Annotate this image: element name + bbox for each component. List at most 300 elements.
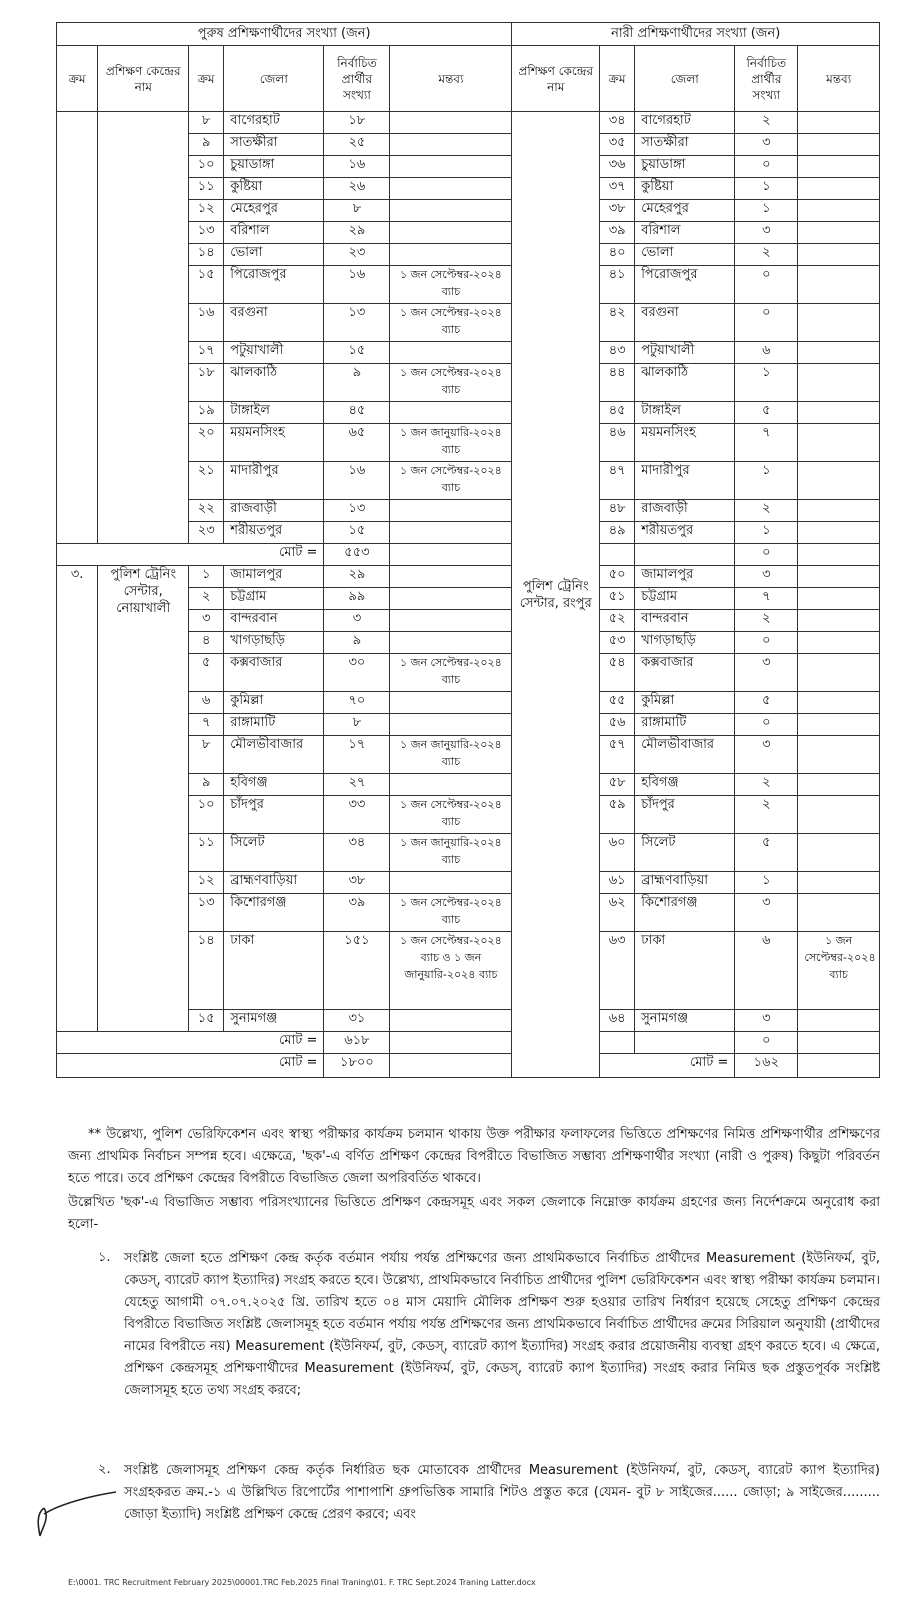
- row-district: টাঙ্গাইল: [224, 402, 324, 424]
- female-row-remark: ১ জন সেপ্টেম্বর-২০২৪ ব্যাচ: [798, 932, 880, 1010]
- row-district: রাঙ্গামাটি: [224, 714, 324, 736]
- row-remark: [390, 402, 512, 424]
- female-row-sl: ৪৬: [600, 424, 635, 462]
- row-remark: ১ জন সেপ্টেম্বর-২০২৪ ব্যাচ: [390, 266, 512, 304]
- row-sl: ১৬: [189, 304, 224, 342]
- female-col-sl-header: ক্রম: [600, 46, 635, 112]
- row-selected-count: ৩৯: [324, 894, 390, 932]
- row-remark: ১ জন সেপ্টেম্বর-২০২৪ ব্যাচ ও ১ জন জানুয়ারি-২০২৪ ব্যাচ: [390, 932, 512, 1010]
- grand-total-female-remark: [798, 1054, 880, 1078]
- female-col-selected-header: নির্বাচিত প্রার্থীর সংখ্যা: [735, 46, 798, 112]
- female-row-count: ১: [735, 872, 798, 894]
- female-row-remark: [798, 872, 880, 894]
- row-remark: [390, 588, 512, 610]
- female-row-sl: ৫৭: [600, 736, 635, 774]
- female-row-district: পিরোজপুর: [635, 266, 735, 304]
- row-selected-count: ৮: [324, 200, 390, 222]
- row-remark: [390, 872, 512, 894]
- female-row-district: রাজবাড়ী: [635, 500, 735, 522]
- row-district: রাজবাড়ী: [224, 500, 324, 522]
- row-sl: ১৩: [189, 222, 224, 244]
- row-district: সাতক্ষীরা: [224, 134, 324, 156]
- female-row-sl: ৩৯: [600, 222, 635, 244]
- row-district: সিলেট: [224, 834, 324, 872]
- section1-total-label: মোট =: [57, 544, 324, 566]
- row-sl: ৮: [189, 736, 224, 774]
- female-row-remark: [798, 112, 880, 134]
- female-row-remark: [798, 610, 880, 632]
- female-row-count: ৩: [735, 134, 798, 156]
- row-remark: [390, 244, 512, 266]
- female-row-count: ০: [735, 632, 798, 654]
- female-row-sl: ৪৮: [600, 500, 635, 522]
- row-district: ময়মনসিংহ: [224, 424, 324, 462]
- row-sl: ৯: [189, 774, 224, 796]
- row-district: মাদারীপুর: [224, 462, 324, 500]
- row-remark: ১ জন সেপ্টেম্বর-২০২৪ ব্যাচ: [390, 304, 512, 342]
- item-2-number: ২.: [98, 1462, 111, 1477]
- row-sl: ১৫: [189, 266, 224, 304]
- row-district: ব্রাহ্মণবাড়িয়া: [224, 872, 324, 894]
- female-row-sl: ৩৬: [600, 156, 635, 178]
- row-district: মেহেরপুর: [224, 200, 324, 222]
- row-district: চট্টগ্রাম: [224, 588, 324, 610]
- female-row-district: কুমিল্লা: [635, 692, 735, 714]
- row-selected-count: ১৬: [324, 266, 390, 304]
- female-row-count: ১: [735, 200, 798, 222]
- row-sl: ৯: [189, 134, 224, 156]
- row-selected-count: ১৬: [324, 156, 390, 178]
- row-selected-count: ৩৪: [324, 834, 390, 872]
- row-sl: ১১: [189, 834, 224, 872]
- row-district: শরীয়তপুর: [224, 522, 324, 544]
- row-remark: [390, 112, 512, 134]
- female-row-sl: ৪৩: [600, 342, 635, 364]
- section2-serial: ৩.: [57, 566, 98, 1032]
- female-row-district: রাঙ্গামাটি: [635, 714, 735, 736]
- col-remark-header: মন্তব্য: [390, 46, 512, 112]
- row-district: বান্দরবান: [224, 610, 324, 632]
- female-row-sl: ৫১: [600, 588, 635, 610]
- section1-total-row: [57, 544, 880, 566]
- row-sl: ১৪: [189, 244, 224, 266]
- row-selected-count: ৩৩: [324, 796, 390, 834]
- row-sl: ২১: [189, 462, 224, 500]
- female-row-district: বাগেরহাট: [635, 112, 735, 134]
- female-row-sl: ৫৬: [600, 714, 635, 736]
- female-row-remark: [798, 134, 880, 156]
- col-serial-header: ক্রম: [57, 46, 98, 112]
- female-row-count: ২: [735, 244, 798, 266]
- col-selected-header: নির্বাচিত প্রার্থীর সংখ্যা: [324, 46, 390, 112]
- female-row-district: মাদারীপুর: [635, 462, 735, 500]
- row-selected-count: ৪৫: [324, 402, 390, 424]
- row-selected-count: ২৫: [324, 134, 390, 156]
- section2-total-remark: [390, 1032, 512, 1054]
- row-selected-count: ৩০: [324, 654, 390, 692]
- section1-total-female-remark: [798, 544, 880, 566]
- col-center-header: প্রশিক্ষণ কেন্দ্রের নাম: [98, 46, 189, 112]
- female-row-district: ঝালকাঠি: [635, 364, 735, 402]
- female-row-sl: ৩৪: [600, 112, 635, 134]
- female-row-sl: ৫৪: [600, 654, 635, 692]
- section2-center-name: পুলিশ ট্রেনিং সেন্টার, নোয়াখালী: [98, 566, 189, 1032]
- row-district: সুনামগঞ্জ: [224, 1010, 324, 1032]
- female-row-remark: [798, 342, 880, 364]
- female-row-count: ৭: [735, 424, 798, 462]
- row-remark: [390, 222, 512, 244]
- row-district: খাগড়াছড়ি: [224, 632, 324, 654]
- female-center-name: পুলিশ ট্রেনিং সেন্টার, রংপুর: [512, 112, 600, 1078]
- file-path-footer: E:\0001. TRC Recruitment February 2025\00001.TRC Feb.2025 Final Traning\01. F. TRC Sept.2024 Traning Latter.docx: [68, 1578, 536, 1587]
- row-district: বাগেরহাট: [224, 112, 324, 134]
- female-row-count: ৫: [735, 692, 798, 714]
- female-row-count: ৩: [735, 654, 798, 692]
- row-sl: ২৩: [189, 522, 224, 544]
- row-remark: [390, 342, 512, 364]
- row-district: পিরোজপুর: [224, 266, 324, 304]
- note-paragraph: ** উল্লেখ্য, পুলিশ ভেরিফিকেশন এবং স্বাস্থ্য পরীক্ষার কার্যক্রম চলমান থাকায় উক্ত পরীক্ষার ফলাফলের ভিত্তিতে প্রশিক্ষণের নিমিত্ত প্রশিক্ষণার্থীর প্রশিক্ষণের জন্য প্রাথমিক নির্বাচন সম্পন্ন হবে। এক্ষেত্রে, 'ছক'-এ বর্ণিত প্রশিক্ষণ কেন্দ্রের বিপরীতে বিভাজিত সম্ভাব্য প্রশিক্ষণার্থীর সংখ্যা (নারী ও পুরুষ) কিছুটা পরিবর্তন হতে পারে। তবে প্রশিক্ষণ কেন্দ্রের বিপরীতে বিভাজিত জেলা অপরিবর্তিত থাকবে।: [68, 1127, 880, 1186]
- row-sl: ১৫: [189, 1010, 224, 1032]
- female-row-count: ০: [735, 156, 798, 178]
- row-selected-count: ১৫১: [324, 932, 390, 1010]
- row-selected-count: ১৮: [324, 112, 390, 134]
- female-row-district: পটুয়াখালী: [635, 342, 735, 364]
- female-row-district: ভোলা: [635, 244, 735, 266]
- row-sl: ৭: [189, 714, 224, 736]
- female-row-remark: [798, 200, 880, 222]
- section2-total-female: ০: [735, 1032, 798, 1054]
- female-row-count: ৩: [735, 894, 798, 932]
- female-row-district: মৌলভীবাজার: [635, 736, 735, 774]
- female-row-remark: [798, 522, 880, 544]
- row-sl: ১৩: [189, 894, 224, 932]
- row-selected-count: ১৩: [324, 304, 390, 342]
- row-district: কুমিল্লা: [224, 692, 324, 714]
- row-remark: [390, 774, 512, 796]
- row-remark: ১ জন জানুয়ারি-২০২৪ ব্যাচ: [390, 736, 512, 774]
- female-row-count: ০: [735, 266, 798, 304]
- female-row-remark: [798, 834, 880, 872]
- row-remark: ১ জন সেপ্টেম্বর-২০২৪ ব্যাচ: [390, 796, 512, 834]
- female-group-header: নারী প্রশিক্ষণার্থীদের সংখ্যা (জন): [512, 23, 880, 46]
- grand-total-male: ১৮০০: [324, 1054, 390, 1078]
- female-row-sl: ৩৫: [600, 134, 635, 156]
- row-district: হবিগঞ্জ: [224, 774, 324, 796]
- female-row-count: ২: [735, 500, 798, 522]
- item-1-number: ১.: [98, 1250, 111, 1265]
- female-row-remark: [798, 266, 880, 304]
- female-row-district: ময়মনসিংহ: [635, 424, 735, 462]
- row-selected-count: ২৭: [324, 774, 390, 796]
- section2-total-female-remark: [798, 1032, 880, 1054]
- row-selected-count: ১৬: [324, 462, 390, 500]
- row-district: বরগুনা: [224, 304, 324, 342]
- row-sl: ১২: [189, 200, 224, 222]
- female-row-district: কিশোরগঞ্জ: [635, 894, 735, 932]
- female-row-district: টাঙ্গাইল: [635, 402, 735, 424]
- row-sl: ২২: [189, 500, 224, 522]
- female-row-count: ৬: [735, 932, 798, 1010]
- female-row-sl: ৫৯: [600, 796, 635, 834]
- row-remark: [390, 692, 512, 714]
- row-sl: ১০: [189, 156, 224, 178]
- female-row-district: সিলেট: [635, 834, 735, 872]
- grand-total-female: ১৬২: [735, 1054, 798, 1078]
- female-row-count: ৩: [735, 1010, 798, 1032]
- row-sl: ২: [189, 588, 224, 610]
- grand-total-label: মোট =: [57, 1054, 324, 1078]
- row-remark: [390, 156, 512, 178]
- female-row-sl: ৬৩: [600, 932, 635, 1010]
- female-row-sl: ৪০: [600, 244, 635, 266]
- section1-serial-cell: [57, 112, 98, 544]
- section2-total-label: মোট =: [57, 1032, 324, 1054]
- female-row-remark: [798, 714, 880, 736]
- section2-total-female-sl: [600, 1032, 635, 1054]
- row-remark: ১ জন সেপ্টেম্বর-২০২৪ ব্যাচ: [390, 364, 512, 402]
- row-remark: ১ জন সেপ্টেম্বর-২০২৪ ব্যাচ: [390, 894, 512, 932]
- female-row-remark: [798, 462, 880, 500]
- female-row-remark: [798, 566, 880, 588]
- female-col-remark-header: মন্তব্য: [798, 46, 880, 112]
- female-row-district: সুনামগঞ্জ: [635, 1010, 735, 1032]
- female-row-remark: [798, 402, 880, 424]
- female-row-sl: ৬০: [600, 834, 635, 872]
- female-row-remark: [798, 364, 880, 402]
- female-row-sl: ৩৮: [600, 200, 635, 222]
- row-district: বরিশাল: [224, 222, 324, 244]
- female-row-remark: [798, 692, 880, 714]
- col-sl-header: ক্রম: [189, 46, 224, 112]
- female-row-count: ১: [735, 522, 798, 544]
- row-selected-count: ৯: [324, 632, 390, 654]
- female-row-district: কুষ্টিয়া: [635, 178, 735, 200]
- row-sl: ১৯: [189, 402, 224, 424]
- row-selected-count: ৩৮: [324, 872, 390, 894]
- female-row-sl: ৬২: [600, 894, 635, 932]
- row-remark: [390, 610, 512, 632]
- female-row-count: ৬: [735, 342, 798, 364]
- row-remark: [390, 714, 512, 736]
- row-selected-count: ১৩: [324, 500, 390, 522]
- row-sl: ৩: [189, 610, 224, 632]
- row-sl: ৫: [189, 654, 224, 692]
- handwritten-initial-mark: [30, 1488, 120, 1538]
- female-row-remark: [798, 654, 880, 692]
- row-sl: ১৪: [189, 932, 224, 1010]
- row-sl: ১: [189, 566, 224, 588]
- row-district: চুয়াডাঙ্গা: [224, 156, 324, 178]
- row-selected-count: ৯: [324, 364, 390, 402]
- row-district: ঢাকা: [224, 932, 324, 1010]
- female-row-remark: [798, 178, 880, 200]
- female-row-district: বরগুনা: [635, 304, 735, 342]
- row-sl: ২০: [189, 424, 224, 462]
- female-row-district: বান্দরবান: [635, 610, 735, 632]
- row-sl: ১৭: [189, 342, 224, 364]
- row-remark: ১ জন সেপ্টেম্বর-২০২৪ ব্যাচ: [390, 462, 512, 500]
- female-row-count: ১: [735, 462, 798, 500]
- row-remark: [390, 632, 512, 654]
- female-row-sl: ৪৭: [600, 462, 635, 500]
- row-selected-count: ১৫: [324, 342, 390, 364]
- grand-total-female-label: মোট =: [600, 1054, 735, 1078]
- row-district: ভোলা: [224, 244, 324, 266]
- female-row-district: সাতক্ষীরা: [635, 134, 735, 156]
- female-row-district: চাঁদপুর: [635, 796, 735, 834]
- female-row-remark: [798, 500, 880, 522]
- row-sl: ৮: [189, 112, 224, 134]
- female-row-count: ৩: [735, 222, 798, 244]
- row-remark: [390, 566, 512, 588]
- row-district: পটুয়াখালী: [224, 342, 324, 364]
- female-row-count: ১: [735, 178, 798, 200]
- female-row-sl: ৪১: [600, 266, 635, 304]
- row-selected-count: ৩১: [324, 1010, 390, 1032]
- female-row-count: ২: [735, 796, 798, 834]
- female-row-count: ২: [735, 610, 798, 632]
- female-row-count: ৫: [735, 402, 798, 424]
- row-selected-count: ৭০: [324, 692, 390, 714]
- row-selected-count: ৬৫: [324, 424, 390, 462]
- female-row-count: ৩: [735, 736, 798, 774]
- female-row-district: ব্রাহ্মণবাড়িয়া: [635, 872, 735, 894]
- section2-total-row: [57, 1032, 880, 1054]
- female-row-sl: ৩৭: [600, 178, 635, 200]
- section1-total-remark: [390, 544, 512, 566]
- row-selected-count: ৯৯: [324, 588, 390, 610]
- row-remark: [390, 134, 512, 156]
- female-row-count: ৭: [735, 588, 798, 610]
- row-sl: ১১: [189, 178, 224, 200]
- row-district: কুষ্টিয়া: [224, 178, 324, 200]
- female-row-sl: ৪৪: [600, 364, 635, 402]
- row-selected-count: ৩: [324, 610, 390, 632]
- row-remark: [390, 1010, 512, 1032]
- female-row-sl: ৬৪: [600, 1010, 635, 1032]
- section1-total-female: ০: [735, 544, 798, 566]
- section1-total-male: ৫৫৩: [324, 544, 390, 566]
- male-group-header: পুরুষ প্রশিক্ষণার্থীদের সংখ্যা (জন): [57, 23, 512, 46]
- grand-total-remark: [390, 1054, 512, 1078]
- row-sl: ১০: [189, 796, 224, 834]
- allocation-table: [56, 22, 880, 1078]
- female-row-sl: ৪২: [600, 304, 635, 342]
- row-sl: ৬: [189, 692, 224, 714]
- row-district: মৌলভীবাজার: [224, 736, 324, 774]
- row-remark: [390, 500, 512, 522]
- grand-total-row: [57, 1054, 880, 1078]
- female-row-count: ০: [735, 714, 798, 736]
- female-row-sl: ৫২: [600, 610, 635, 632]
- item-1-text: সংশ্লিষ্ট জেলা হতে প্রশিক্ষণ কেন্দ্র কর্তৃক বর্তমান পর্যায় পর্যন্ত প্রশিক্ষণের জন্য প্রাথমিকভাবে নির্বাচিত প্রার্থীদের Measurement (ইউনিফর্ম, বুট, কেডস্, ব্যারেট ক্যাপ ইত্যাদির) সংগ্রহ করতে হবে। উল্লেখ্য, প্রাথমিকভাবে নির্বাচিত প্রার্থীদের পুলিশ ভেরিফিকেশন এবং স্বাস্থ্য পরীক্ষা কার্যক্রম চলমান। যেহেতু আগামী ০৭.০৭.২০২৫ খ্রি. তারিখ হতে ০৪ মাস মেয়াদি মৌলিক প্রশিক্ষণ শুরু হওয়ার তারিখ নির্ধারণ হয়েছে সেহেতু প্রশিক্ষণ কেন্দ্রের বিপরীতে বিভাজিত সংশ্লিষ্ট জেলাসমূহ হতে বর্তমান পর্যায় পর্যন্ত প্রশিক্ষণের জন্য প্রাথমিকভাবে নির্বাচিত প্রার্থীদের ক্রমের সিরিয়াল অনুযায়ী (প্রার্থীদের নামের বিপরীতে নয়) Measurement (ইউনিফর্ম, বুট, কেডস্, ব্যারেট ক্যাপ ইত্যাদির) সংগ্রহ করার প্রয়োজনীয় ব্যবস্থা গ্রহণ করতে হবে। এ ক্ষেত্রে, প্রশিক্ষণ কেন্দ্রসমূহ প্রশিক্ষণার্থীদের Measurement (ইউনিফর্ম, বুট, কেডস্, ব্যারেট ক্যাপ ইত্যাদির) সংগ্রহ করার নিমিত্ত ছক প্রস্তুতপূর্বক সংশ্লিষ্ট জেলাসমূহ হতে তথ্য সংগ্রহ করবে;: [124, 1251, 880, 1398]
- female-row-count: ১: [735, 364, 798, 402]
- female-row-district: খাগড়াছড়ি: [635, 632, 735, 654]
- table-row: [57, 566, 880, 588]
- row-remark: ১ জন সেপ্টেম্বর-২০২৪ ব্যাচ: [390, 654, 512, 692]
- female-row-district: জামালপুর: [635, 566, 735, 588]
- row-selected-count: ২৬: [324, 178, 390, 200]
- female-row-remark: [798, 588, 880, 610]
- female-row-district: হবিগঞ্জ: [635, 774, 735, 796]
- female-row-remark: [798, 894, 880, 932]
- col-district-header: জেলা: [224, 46, 324, 112]
- row-remark: [390, 178, 512, 200]
- female-row-remark: [798, 1010, 880, 1032]
- female-row-remark: [798, 632, 880, 654]
- row-remark: [390, 522, 512, 544]
- section2-total-female-district: [635, 1032, 735, 1054]
- female-row-sl: ৬১: [600, 872, 635, 894]
- female-row-district: শরীয়তপুর: [635, 522, 735, 544]
- row-selected-count: ৮: [324, 714, 390, 736]
- female-row-count: ৩: [735, 566, 798, 588]
- row-sl: ৪: [189, 632, 224, 654]
- female-row-sl: ৪৫: [600, 402, 635, 424]
- female-row-remark: [798, 736, 880, 774]
- female-col-center-header: প্রশিক্ষণ কেন্দ্রের নাম: [512, 46, 600, 112]
- intro-paragraph: উল্লেখিত 'ছক'-এ বিভাজিত সম্ভাব্য পরিসংখ্যানের ভিত্তিতে প্রশিক্ষণ কেন্দ্রসমূহ এবং সকল জেলাকে নিম্নোক্ত কার্যক্রম গ্রহণের জন্য নির্দেশক্রমে অনুরোধ করা হলো-: [68, 1195, 880, 1232]
- table-row: [57, 112, 880, 134]
- row-district: চাঁদপুর: [224, 796, 324, 834]
- row-selected-count: ২৩: [324, 244, 390, 266]
- female-row-district: কক্সবাজার: [635, 654, 735, 692]
- item-2-text: সংশ্লিষ্ট জেলাসমূহ প্রশিক্ষণ কেন্দ্র কর্তৃক নির্ধারিত ছক মোতাবেক প্রার্থীদের Measurement (ইউনিফর্ম, বুট, কেডস্, ব্যারেট ক্যাপ ইত্যাদির) সংগ্রহকরত ক্রম.-১ এ উল্লিখিত রিপোর্টের পাশাপাশি গ্রুপভিত্তিক সামারি শিটও প্রস্তুত করে (যেমন- বুট ৮ সাইজের...... জোড়া; ৯ সাইজের......... জোড়া ইত্যাদি) সংশ্লিষ্ট প্রশিক্ষণ কেন্দ্রে প্রেরণ করবে; এবং: [124, 1463, 880, 1522]
- female-row-count: ৫: [735, 834, 798, 872]
- section1-total-female-sl: [600, 544, 635, 566]
- row-remark: ১ জন জানুয়ারি-২০২৪ ব্যাচ: [390, 424, 512, 462]
- female-row-remark: [798, 796, 880, 834]
- female-row-remark: [798, 304, 880, 342]
- row-district: ঝালকাঠি: [224, 364, 324, 402]
- female-row-sl: ৫৮: [600, 774, 635, 796]
- female-row-district: চট্টগ্রাম: [635, 588, 735, 610]
- female-row-count: ২: [735, 774, 798, 796]
- female-row-district: মেহেরপুর: [635, 200, 735, 222]
- female-row-sl: ৫০: [600, 566, 635, 588]
- female-row-count: ২: [735, 112, 798, 134]
- row-district: জামালপুর: [224, 566, 324, 588]
- row-district: কক্সবাজার: [224, 654, 324, 692]
- row-selected-count: ২৯: [324, 566, 390, 588]
- row-remark: ১ জন জানুয়ারি-২০২৪ ব্যাচ: [390, 834, 512, 872]
- female-row-sl: ৫৫: [600, 692, 635, 714]
- female-row-remark: [798, 156, 880, 178]
- section2-total-male: ৬১৮: [324, 1032, 390, 1054]
- female-col-district-header: জেলা: [635, 46, 735, 112]
- row-selected-count: ১৭: [324, 736, 390, 774]
- row-district: কিশোরগঞ্জ: [224, 894, 324, 932]
- row-sl: ১২: [189, 872, 224, 894]
- female-row-district: চুয়াডাঙ্গা: [635, 156, 735, 178]
- row-selected-count: ২৯: [324, 222, 390, 244]
- female-row-remark: [798, 424, 880, 462]
- section1-total-female-district: [635, 544, 735, 566]
- female-row-remark: [798, 774, 880, 796]
- female-row-district: ঢাকা: [635, 932, 735, 1010]
- female-row-sl: ৪৯: [600, 522, 635, 544]
- female-row-district: বরিশাল: [635, 222, 735, 244]
- female-row-sl: ৫৩: [600, 632, 635, 654]
- section1-center-cell: [98, 112, 189, 544]
- row-sl: ১৮: [189, 364, 224, 402]
- female-row-remark: [798, 244, 880, 266]
- row-remark: [390, 200, 512, 222]
- female-row-remark: [798, 222, 880, 244]
- female-row-count: ০: [735, 304, 798, 342]
- row-selected-count: ১৫: [324, 522, 390, 544]
